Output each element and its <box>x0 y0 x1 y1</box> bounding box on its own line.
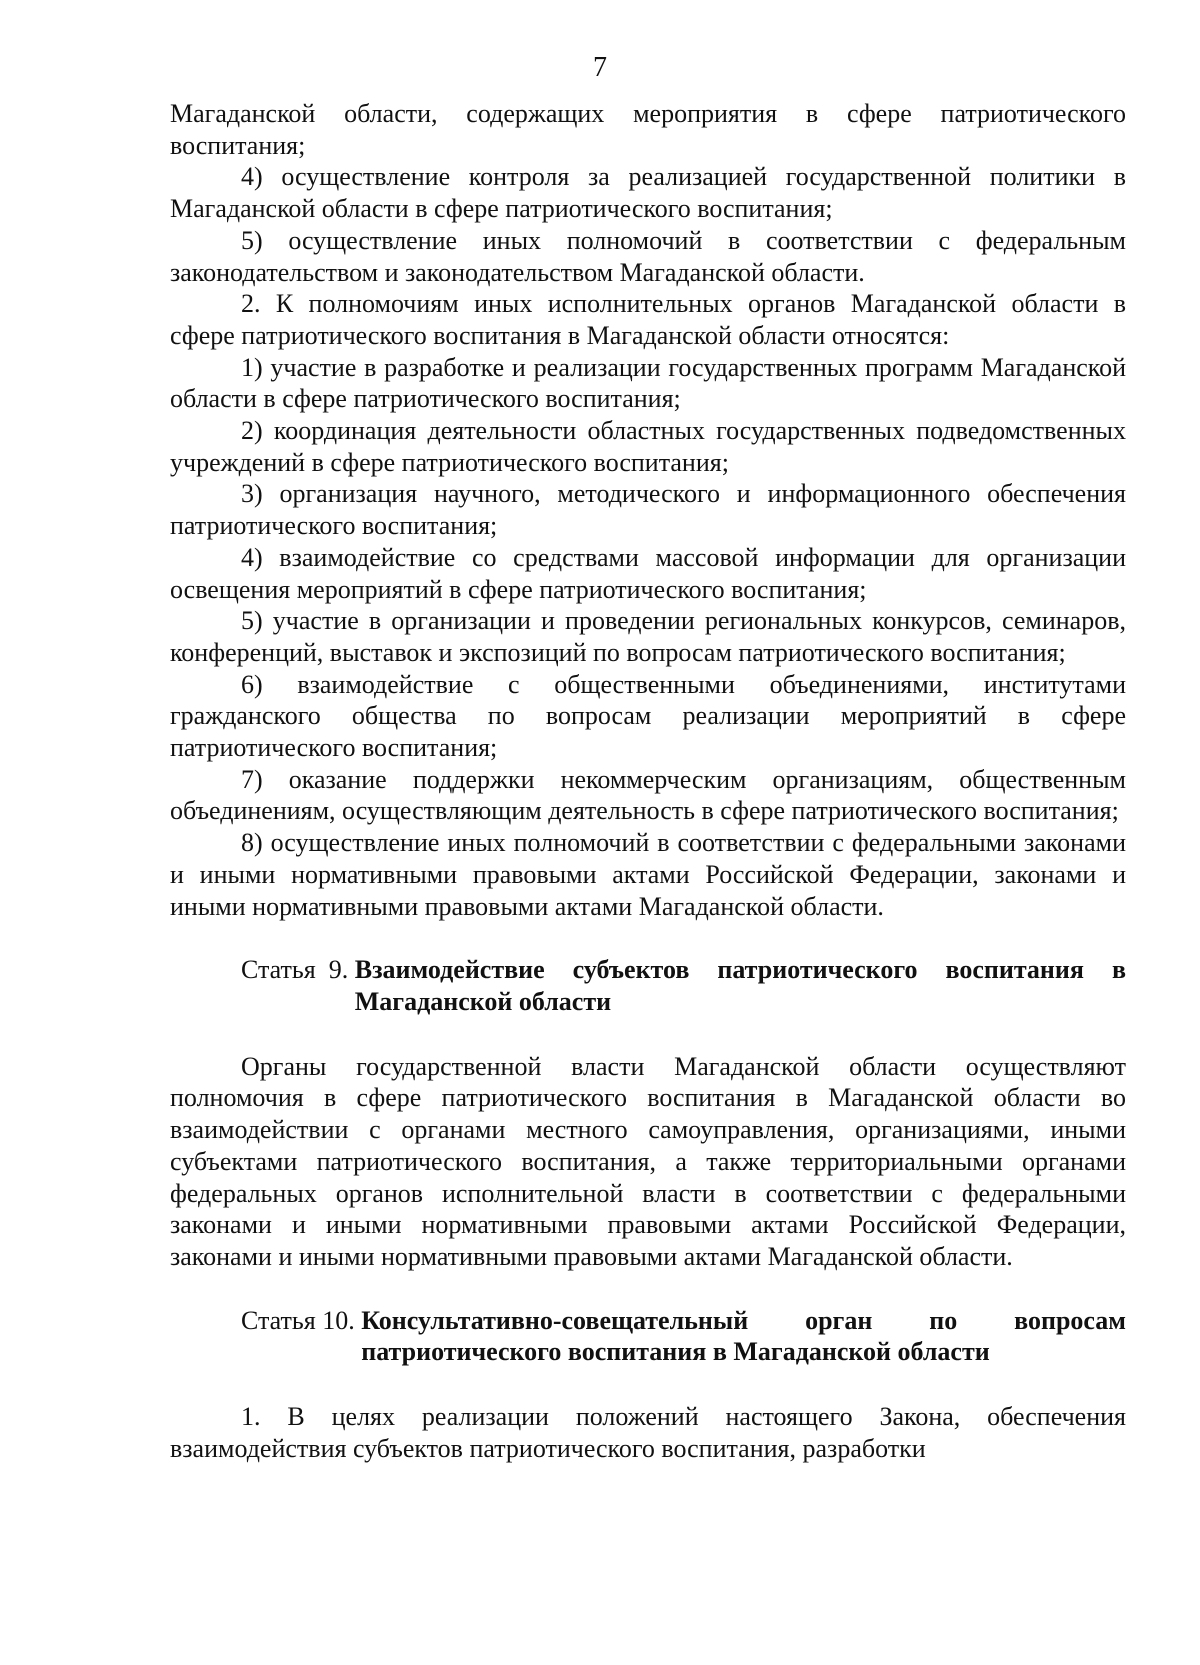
paragraph-part-2: 2. К полномочиям иных исполнительных органов Магаданской области в сфере патриотического воспитания в Магаданской области относятся: <box>170 289 1126 350</box>
document-body <box>170 98 1126 1464</box>
article-10-body: 1. В целях реализации положений настоящего Закона, обеспечения взаимодействия субъектов патриотического воспитания, разработки <box>170 1402 1126 1463</box>
article-9-body: Органы государственной власти Магаданской области осуществляют полномочия в сфере патриотического воспитания в Магаданской области во взаимодействии с органами местного самоуправления, организациями, иными субъектами патриотического воспитания, а также территориальными органами федеральных органов исполнительной власти в соответствии с федеральными законами и иными нормативными правовыми актами Российской Федерации, законами и иными нормативными правовыми актами Магаданской области. <box>170 1051 1126 1271</box>
article-9-heading <box>170 954 1126 1017</box>
article-10-heading <box>170 1305 1126 1368</box>
paragraph-item-6-public-associations: 6) взаимодействие с общественными объединениями, институтами гражданского общества по вопросам реализации мероприятий в сфере патриотического воспитания; <box>170 669 1126 763</box>
article-9-title: Взаимодействие субъектов патриотического воспитания в Магаданской области <box>354 955 1126 1016</box>
paragraph-item-1-participation: 1) участие в разработке и реализации государственных программ Магаданской области в сфере патриотического воспитания; <box>170 352 1126 414</box>
paragraph-item-7-support: 7) оказание поддержки некоммерческим организациям, общественным объединениям, осуществляющим деятельность в сфере патриотического воспитания; <box>170 764 1126 826</box>
paragraph-item-5-other-powers: 5) осуществление иных полномочий в соответствии с федеральным законодательством и законодательством Магаданской области. <box>170 225 1126 287</box>
article-10-title: Консультативно-совещательный орган по вопросам патриотического воспитания в Магаданской области <box>361 1305 1126 1367</box>
paragraph-item-2-coordination: 2) координация деятельности областных государственных подведомственных учреждений в сфере патриотического воспитания; <box>170 416 1126 477</box>
article-10-label: Статья 10. <box>241 1305 362 1335</box>
page-number: 7 <box>593 52 607 83</box>
paragraph-item-4-media: 4) взаимодействие со средствами массовой информации для организации освещения мероприятий в сфере патриотического воспитания; <box>170 542 1126 604</box>
paragraph-item-3-organization: 3) организация научного, методического и информационного обеспечения патриотического воспитания; <box>170 479 1126 541</box>
paragraph-continuation: Магаданской области, содержащих мероприятия в сфере патриотического воспитания; <box>170 99 1126 160</box>
paragraph-item-5-contests: 5) участие в организации и проведении региональных конкурсов, семинаров, конференций, выставок и экспозиций по вопросам патриотического воспитания; <box>170 606 1126 667</box>
paragraph-item-8-other-powers: 8) осуществление иных полномочий в соответствии с федеральными законами и иными нормативными правовыми актами Российской Федерации, законами и иными нормативными правовыми актами Магаданской области. <box>170 828 1126 921</box>
paragraph-item-4-control: 4) осуществление контроля за реализацией государственной политики в Магаданской области в сфере патриотического воспитания; <box>170 162 1126 224</box>
article-9-label: Статья 9. <box>241 955 355 985</box>
